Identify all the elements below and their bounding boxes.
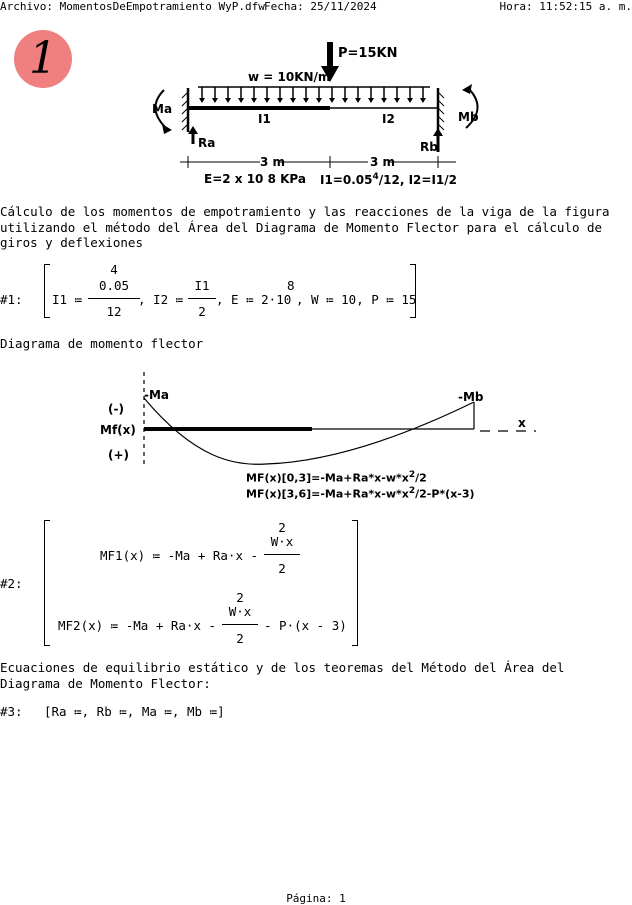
minus-mb-label: -Mb [458, 390, 484, 404]
beam [188, 106, 438, 110]
time: Hora: 11:52:15 a. m. [499, 0, 632, 13]
eq2-right-bracket [352, 520, 358, 646]
eq1-left-bracket [44, 264, 50, 318]
beam-drawing [140, 40, 480, 190]
mf2-lhs: MF2(x) ≔ -Ma + Ra·x - [58, 618, 217, 633]
file-name: Archivo: MomentosDeEmpotramiento WyP.dfw [0, 0, 265, 13]
inertia-post: /12, I2=I1/2 [378, 173, 457, 187]
ra-label: Ra [198, 136, 216, 150]
mf2-fraction-bar [222, 624, 258, 625]
diagram-title: Diagrama de momento flector [0, 336, 204, 351]
negative-sign-label: (-) [108, 402, 124, 416]
eq3-content: [Ra ≔, Rb ≔, Ma ≔, Mb ≔] [44, 704, 225, 719]
mf1-num: W·x [270, 534, 294, 549]
mb-label: Mb [458, 110, 479, 124]
moment-diagram-figure [96, 370, 546, 506]
beam-figure [140, 40, 480, 190]
distributed-load-label: w = 10KN/m [248, 70, 331, 84]
eq1-i1-exp: 4 [110, 262, 118, 277]
mf1-fraction-bar [264, 554, 300, 555]
span1-label: 3 m [260, 155, 286, 169]
eq1-i1-num: 0.05 [98, 278, 130, 293]
inertia-exp: 4 [372, 172, 379, 182]
page-number: Página: 1 [286, 892, 346, 905]
mf2-den: 2 [236, 631, 244, 646]
point-load-label: P=15KN [338, 46, 398, 61]
i1-label: I1 [258, 112, 271, 126]
eq1-label: #1: [0, 292, 23, 307]
equilibrium-paragraph: Ecuaciones de equilibrio estático y de los teoremas del Método del Área del Diagrama de Momento Flector: [0, 660, 565, 691]
eq3-label: #3: [0, 704, 23, 719]
inertia-label [320, 172, 457, 187]
positive-sign-label: (+) [108, 448, 130, 462]
f1-pre: MF(x)[0,3]=-Ma+Ra*x-w*x [246, 471, 409, 485]
eq1-right-bracket [410, 264, 416, 318]
f1-exp: 2 [408, 470, 416, 480]
eq2-label: #2: [0, 576, 23, 591]
eq1-i1-lhs: I1 ≔ [52, 292, 83, 307]
ma-label: Ma [152, 102, 173, 116]
moment-curve [144, 398, 474, 464]
eq1-e-exp: 8 [287, 278, 295, 293]
number-badge [14, 30, 72, 88]
x-axis-label: x [518, 416, 526, 430]
f1-post: /2 [415, 471, 427, 485]
eq1-i2-lhs: , I2 ≔ [138, 292, 184, 307]
mf1-den: 2 [278, 561, 286, 576]
date: Fecha: 25/11/2024 [264, 0, 377, 13]
eq1-rest: , W ≔ 10, P ≔ 15 [296, 292, 417, 307]
left-fixed-support [182, 88, 188, 132]
beam-baseline-thick [144, 427, 312, 431]
mf1-lhs: MF1(x) ≔ -Ma + Ra·x - [100, 548, 259, 563]
intro-paragraph: Cálculo de los momentos de empotramiento y las reacciones de la viga de la figura utilizando el método del Área del Diagrama de Momento Flector para el cálculo de giros y deflexiones [0, 204, 610, 250]
reaction-ra-arrow [188, 126, 198, 144]
span2-label: 3 m [370, 155, 396, 169]
mf2-num: W·x [228, 604, 252, 619]
i2-label: I2 [382, 112, 395, 126]
right-fixed-support [438, 88, 444, 132]
minus-ma-label: -Ma [144, 388, 170, 402]
eq1-i2-fraction-bar [188, 298, 216, 299]
modulus-label: E=2 x 10 8 KPa [204, 172, 306, 186]
eq2-left-bracket [44, 520, 50, 646]
eq1-i2-den: 2 [198, 304, 206, 319]
mf2-rest: - P·(x - 3) [264, 618, 347, 633]
eq1-i1-den: 12 [106, 304, 122, 319]
mf1-exp: 2 [278, 520, 286, 535]
f2-pre: MF(x)[3,6]=-Ma+Ra*x-w*x [246, 487, 409, 501]
mf-formula-2 [246, 486, 475, 501]
eq1-i2-num: I1 [194, 278, 210, 293]
rb-label: Rb [420, 140, 438, 154]
mfx-label: Mf(x) [100, 423, 136, 437]
mf2-exp: 2 [236, 590, 244, 605]
eq1-i1-fraction-bar [88, 298, 140, 299]
dimension-line [180, 156, 456, 168]
mf-formula-1 [246, 470, 427, 485]
inertia-pre: I1=0.05 [320, 173, 373, 187]
badge-label: 1 [29, 33, 57, 84]
f2-post: /2-P*(x-3) [415, 487, 475, 501]
eq1-e-text: , E ≔ 2·10 [216, 292, 292, 307]
f2-exp: 2 [408, 486, 416, 496]
